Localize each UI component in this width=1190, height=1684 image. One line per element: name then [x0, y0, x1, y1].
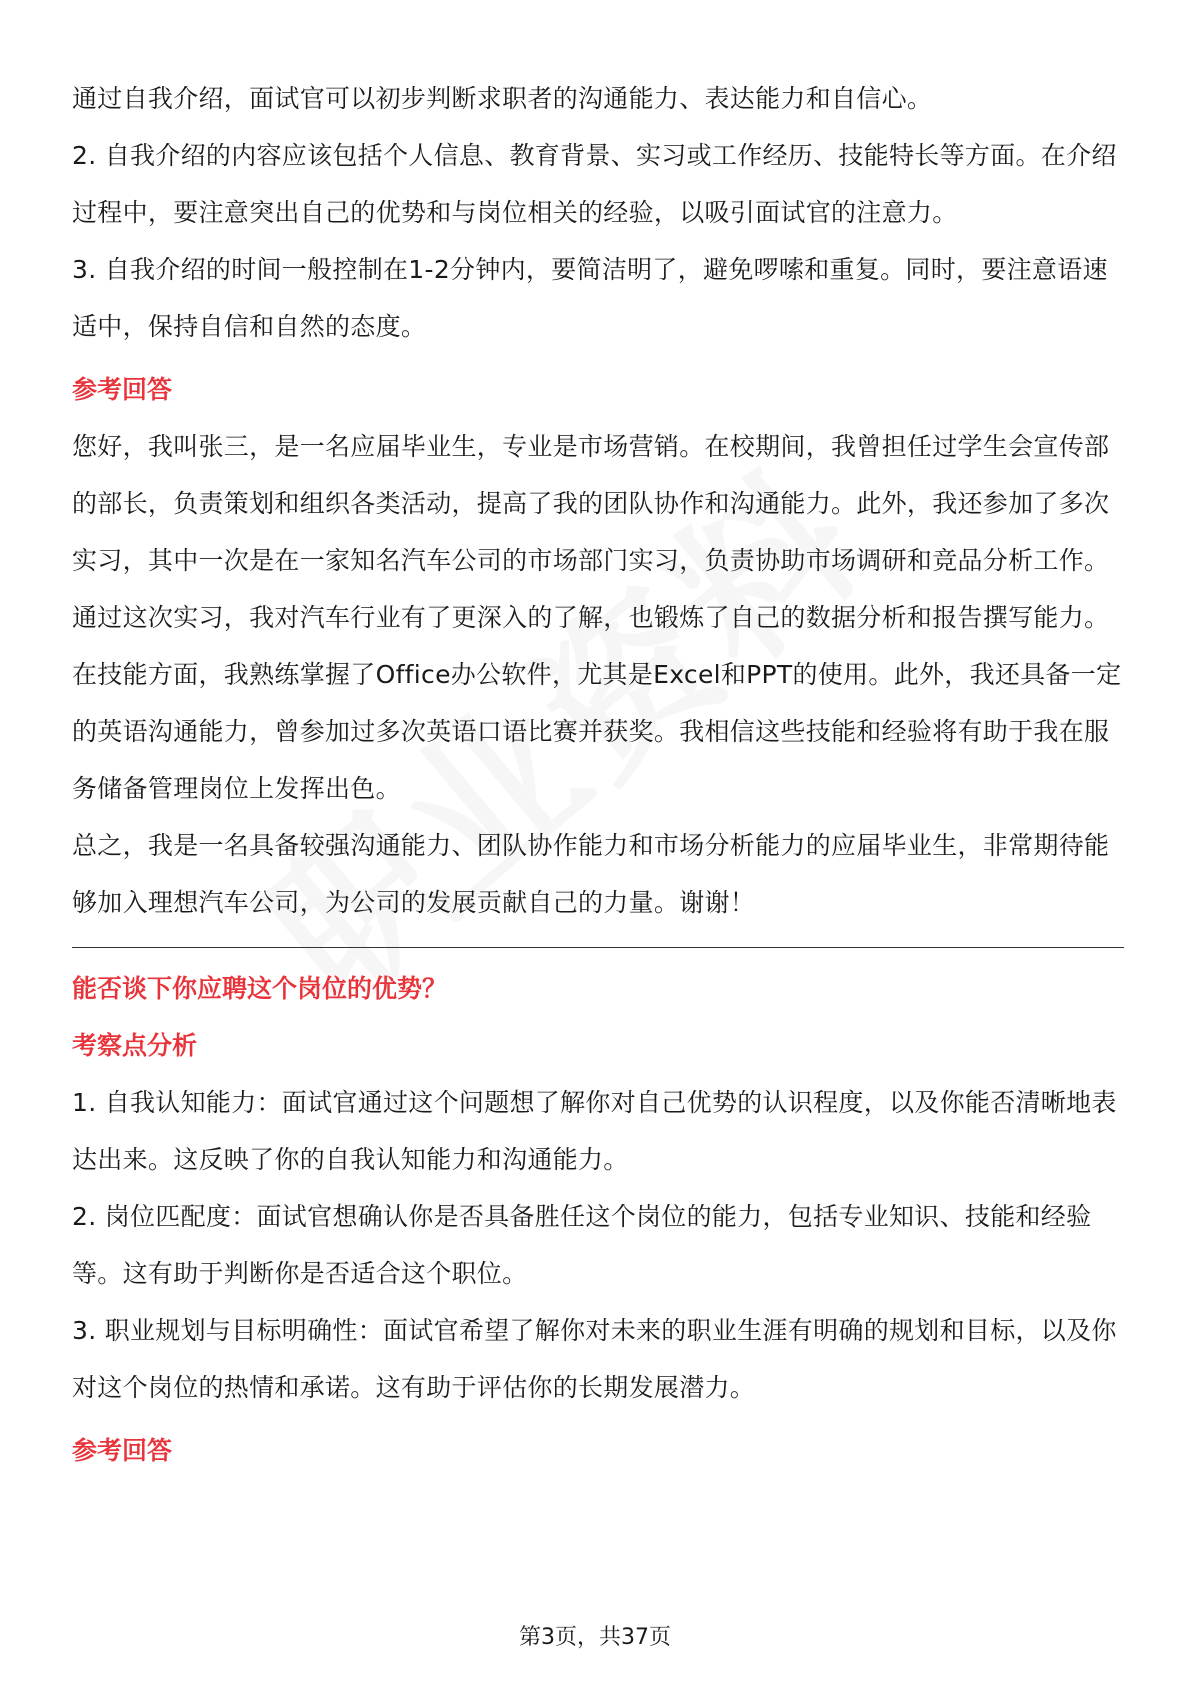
intro-point-3: 3. 自我介绍的时间一般控制在1-2分钟内，要简洁明了，避免啰嗦和重复。同时，要注意语速适中，保持自信和自然的态度。	[72, 255, 1108, 341]
answer-paragraph-2: 在技能方面，我熟练掌握了Office办公软件，尤其是Excel和PPT的使用。此外，我还具备一定的英语沟通能力，曾参加过多次英语口语比赛并获奖。我相信这些技能和经验将有助于我在服务储备管理岗位上发挥出色。	[72, 660, 1122, 803]
intro-text: 通过自我介绍，面试官可以初步判断求职者的沟通能力、表达能力和自信心。	[72, 84, 933, 113]
intro-point-2: 2. 自我介绍的内容应该包括个人信息、教育背景、实习或工作经历、技能特长等方面。在介绍过程中，要注意突出自己的优势和与岗位相关的经验，以吸引面试官的注意力。	[72, 141, 1117, 227]
reference-answer-heading-2: 参考回答	[72, 1436, 173, 1465]
analysis-point-3: 3. 职业规划与目标明确性：面试官希望了解你对未来的职业生涯有明确的规划和目标，以及你对这个岗位的热情和承诺。这有助于评估你的长期发展潜力。	[72, 1316, 1117, 1402]
answer-paragraph-1: 您好，我叫张三，是一名应届毕业生，专业是市场营销。在校期间，我曾担任过学生会宣传部的部长，负责策划和组织各类活动，提高了我的团队协作和沟通能力。此外，我还参加了多次实习，其中一次是在一家知名汽车公司的市场部门实习，负责协助市场调研和竞品分析工作。通过这次实习，我对汽车行业有了更深入的了解，也锻炼了自己的数据分析和报告撰写能力。	[72, 432, 1110, 632]
analysis-point-1: 1. 自我认知能力：面试官通过这个问题想了解你对自己优势的认识程度，以及你能否清晰地表达出来。这反映了你的自我认知能力和沟通能力。	[72, 1088, 1117, 1174]
section-divider	[72, 947, 1124, 948]
analysis-point-2: 2. 岗位匹配度：面试官想确认你是否具备胜任这个岗位的能力，包括专业知识、技能和经验等。这有助于判断你是否适合这个职位。	[72, 1202, 1092, 1288]
analysis-heading: 考察点分析	[72, 1031, 198, 1060]
page-number: 第3页，共37页	[519, 1625, 671, 1650]
answer-paragraph-3: 总之，我是一名具备较强沟通能力、团队协作能力和市场分析能力的应届毕业生，非常期待能够加入理想汽车公司，为公司的发展贡献自己的力量。谢谢！	[72, 831, 1110, 917]
question-title: 能否谈下你应聘这个岗位的优势？	[72, 974, 448, 1003]
reference-answer-heading: 参考回答	[72, 375, 173, 404]
document-page	[72, 70, 1124, 1479]
